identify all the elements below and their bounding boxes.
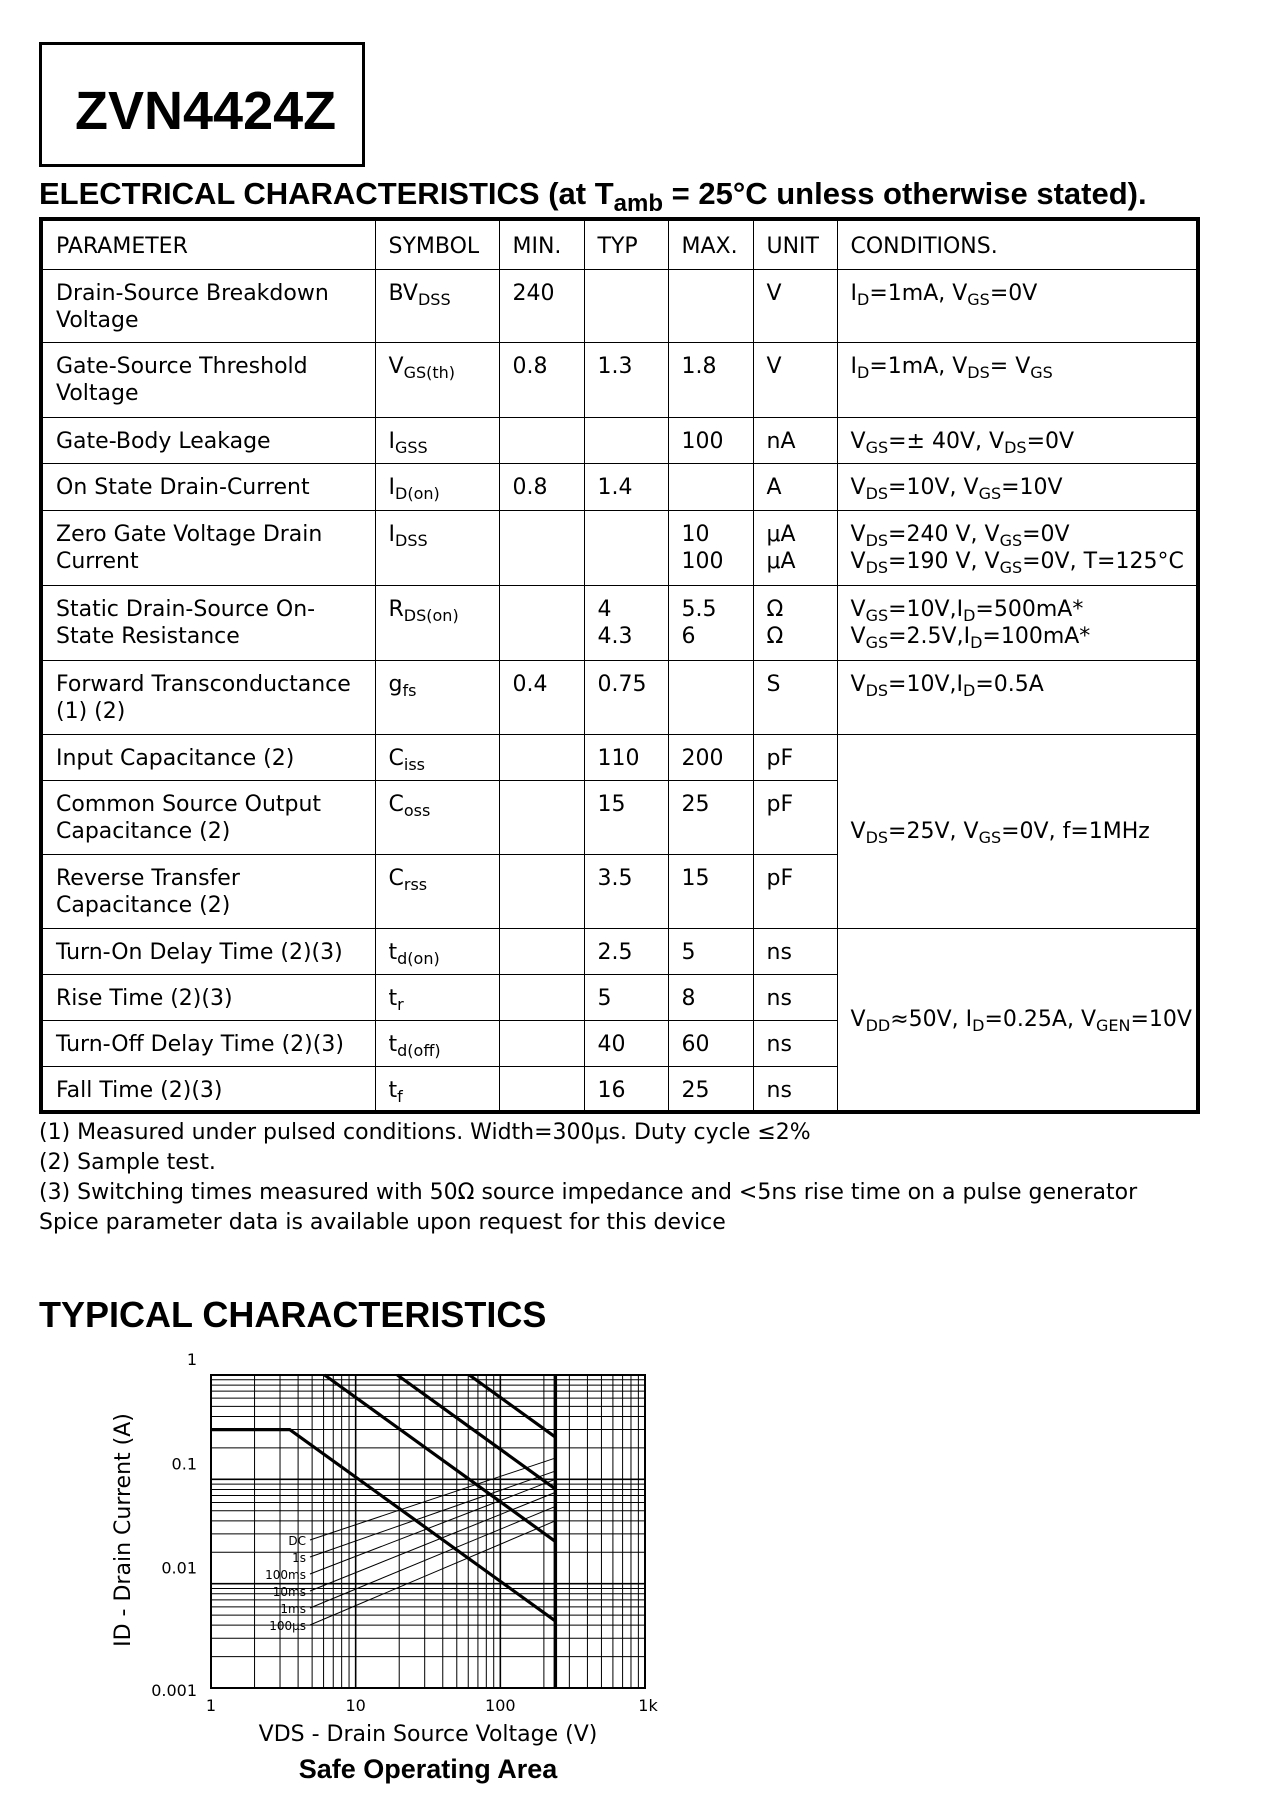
max-cell: 5.5 6 [668,585,753,660]
parameter-cell: Rise Time (2)(3) [41,974,375,1020]
parameter-cell: Drain-Source Breakdown Voltage [41,269,375,342]
min-cell: 0.8 [499,342,584,417]
parameter-cell: Gate-Body Leakage [41,417,375,463]
title-prefix: ELECTRICAL CHARACTERISTICS (at T [39,176,614,211]
title-suffix: = 25°C unless otherwise stated). [663,176,1147,211]
typ-cell: 110 [584,734,668,780]
parameter-cell: Reverse Transfer Capacitance (2) [41,854,375,928]
symbol-cell: $R_{DS(on)}$ [375,585,499,660]
typ-cell: 3.5 [584,854,668,928]
unit-cell: Ω Ω [753,585,837,660]
note-1: (1) Measured under pulsed conditions. Width=300μs. Duty cycle ≤2% [39,1120,811,1145]
unit-cell: A [753,463,837,510]
pulse-label: 100μs [269,1619,306,1633]
unit-cell: V [753,269,837,342]
note-3: (3) Switching times measured with 50Ω source impedance and <5ns rise time on a pulse generator [39,1180,1138,1205]
parameter-cell: Turn-Off Delay Time (2)(3) [41,1020,375,1066]
parameter-cell: Static Drain-Source On-State Resistance [41,585,375,660]
y-tick-label: 0.01 [161,1558,197,1578]
parameter-cell: Fall Time (2)(3) [41,1066,375,1112]
pulse-label: 1s [292,1551,306,1565]
parameter-cell: Turn-On Delay Time (2)(3) [41,928,375,974]
symbol-cell: $t_r$ [375,974,499,1020]
symbol-cell: $BV_{DSS}$ [375,269,499,342]
symbol-cell: $t_f$ [375,1066,499,1112]
unit-cell: pF [753,854,837,928]
note-2: (2) Sample test. [39,1150,216,1175]
conditions-cell: $V_{DS}=10V$, $V_{GS}=10V$ [837,463,1198,510]
x-tick-label: 1 [205,1696,217,1715]
max-cell: 8 [668,974,753,1020]
min-cell: 0.4 [499,660,584,734]
chart-series [211,1375,555,1688]
x-tick-label: 1k [638,1696,658,1715]
typical-characteristics-title: TYPICAL CHARACTERISTICS [39,1294,547,1335]
typ-cell: 1.3 [584,342,668,417]
conditions-cell: $I_D=1mA$, $V_{GS}=0V$ [837,269,1198,342]
min-cell: 0.8 [499,463,584,510]
header-unit: UNIT [753,219,837,269]
typ-cell: 1.4 [584,463,668,510]
max-cell: 15 [668,854,753,928]
parameter-cell: Forward Transconductance (1) (2) [41,660,375,734]
header-parameter: PARAMETER [41,219,375,269]
conditions-cell-switching: $V_{DD}\approx 50V$, $I_D=0.25A$, $V_{GEN}=10V$ [837,928,1198,1112]
symbol-cell: $I_{DSS}$ [375,510,499,585]
conditions-cell: $V_{GS}=10V,I_D=500mA*$ $V_{GS}=2.5V,I_D=100mA*$ [837,585,1198,660]
unit-cell: nA [753,417,837,463]
pulse-line-5 [310,1521,555,1625]
parameter-cell: Gate-Source Threshold Voltage [41,342,375,417]
x-tick-label: 100 [485,1696,516,1715]
unit-cell: S [753,660,837,734]
max-cell: 1.8 [668,342,753,417]
symbol-cell: $t_{d(off)}$ [375,1020,499,1066]
symbol-cell: $t_{d(on)}$ [375,928,499,974]
header-typ: TYP [584,219,668,269]
chart-title: Safe Operating Area [298,1754,558,1784]
header-conditions: CONDITIONS. [837,219,1198,269]
typ-cell: 16 [584,1066,668,1112]
symbol-cell: $C_{rss}$ [375,854,499,928]
max-cell: 60 [668,1020,753,1066]
title-sub: amb [613,190,664,217]
max-cell: 25 [668,780,753,854]
unit-cell: pF [753,780,837,854]
conditions-cell: $I_D=1mA$, $V_{DS}= V_{GS}$ [837,342,1198,417]
header-max: MAX. [668,219,753,269]
y-tick-label: 0.1 [171,1454,197,1474]
y-tick-label: 1 [186,1350,197,1369]
max-cell: 25 [668,1066,753,1112]
unit-cell: μA μA [753,510,837,585]
max-cell: 100 [668,417,753,463]
symbol-cell: $C_{iss}$ [375,734,499,780]
symbol-cell: $V_{GS(th)}$ [375,342,499,417]
unit-cell: ns [753,928,837,974]
typ-cell: 5 [584,974,668,1020]
y-tick-label: 0.001 [151,1681,197,1700]
parameter-cell: Zero Gate Voltage Drain Current [41,510,375,585]
x-axis-title: VDS - Drain Source Voltage (V) [258,1722,598,1747]
conditions-cell-capacitance: $V_{DS}=25V$, $V_{GS}=0V$, f=1MHz [837,734,1198,928]
unit-cell: ns [753,1066,837,1112]
note-4: Spice parameter data is available upon request for this device [39,1210,726,1235]
soa-curve-100ms [325,1375,556,1541]
pulse-label: DC [288,1534,306,1548]
header-min: MIN. [499,219,584,269]
conditions-cell: $V_{DS}=10V,I_D=0.5A$ [837,660,1198,734]
pulse-line-3 [310,1492,555,1591]
max-cell: 200 [668,734,753,780]
max-cell: 10 100 [668,510,753,585]
symbol-cell: $C_{oss}$ [375,780,499,854]
parameter-cell: Common Source Output Capacitance (2) [41,780,375,854]
part-number: ZVN4424Z [75,81,337,141]
unit-cell: ns [753,1020,837,1066]
unit-cell: ns [753,974,837,1020]
symbol-cell: $I_{GSS}$ [375,417,499,463]
typ-cell: 15 [584,780,668,854]
typ-cell: 4 4.3 [584,585,668,660]
pulse-label: 100ms [265,1568,306,1582]
max-cell: 5 [668,928,753,974]
plot-frame [211,1375,645,1688]
parameter-cell: On State Drain-Current [41,463,375,510]
pulse-label: 10ms [272,1585,306,1599]
typ-cell: 2.5 [584,928,668,974]
y-axis-title: ID - Drain Current (A) [111,1413,136,1647]
header-symbol: SYMBOL [375,219,499,269]
symbol-cell: $I_{D(on)}$ [375,463,499,510]
conditions-cell: $V_{GS}=\pm 40V$, $V_{DS}=0V$ [837,417,1198,463]
unit-cell: V [753,342,837,417]
x-tick-label: 10 [345,1696,366,1715]
soa-curve-dc [211,1430,555,1621]
chart-text [111,1350,658,1784]
symbol-cell: $g_{fs}$ [375,660,499,734]
unit-cell: pF [753,734,837,780]
pulse-label: 1ms [280,1602,306,1616]
typ-cell: 0.75 [584,660,668,734]
min-cell: 240 [499,269,584,342]
chart-grid [211,1375,645,1688]
typ-cell: 40 [584,1020,668,1066]
soa-curve-1ms [397,1375,555,1489]
pulse-line-2 [310,1479,555,1574]
parameter-cell: Input Capacitance (2) [41,734,375,780]
conditions-cell: $V_{DS}=240$ V, $V_{GS}=0V$ $V_{DS}=190$ V, $V_{GS}=0V$, T=125°C [837,510,1198,585]
